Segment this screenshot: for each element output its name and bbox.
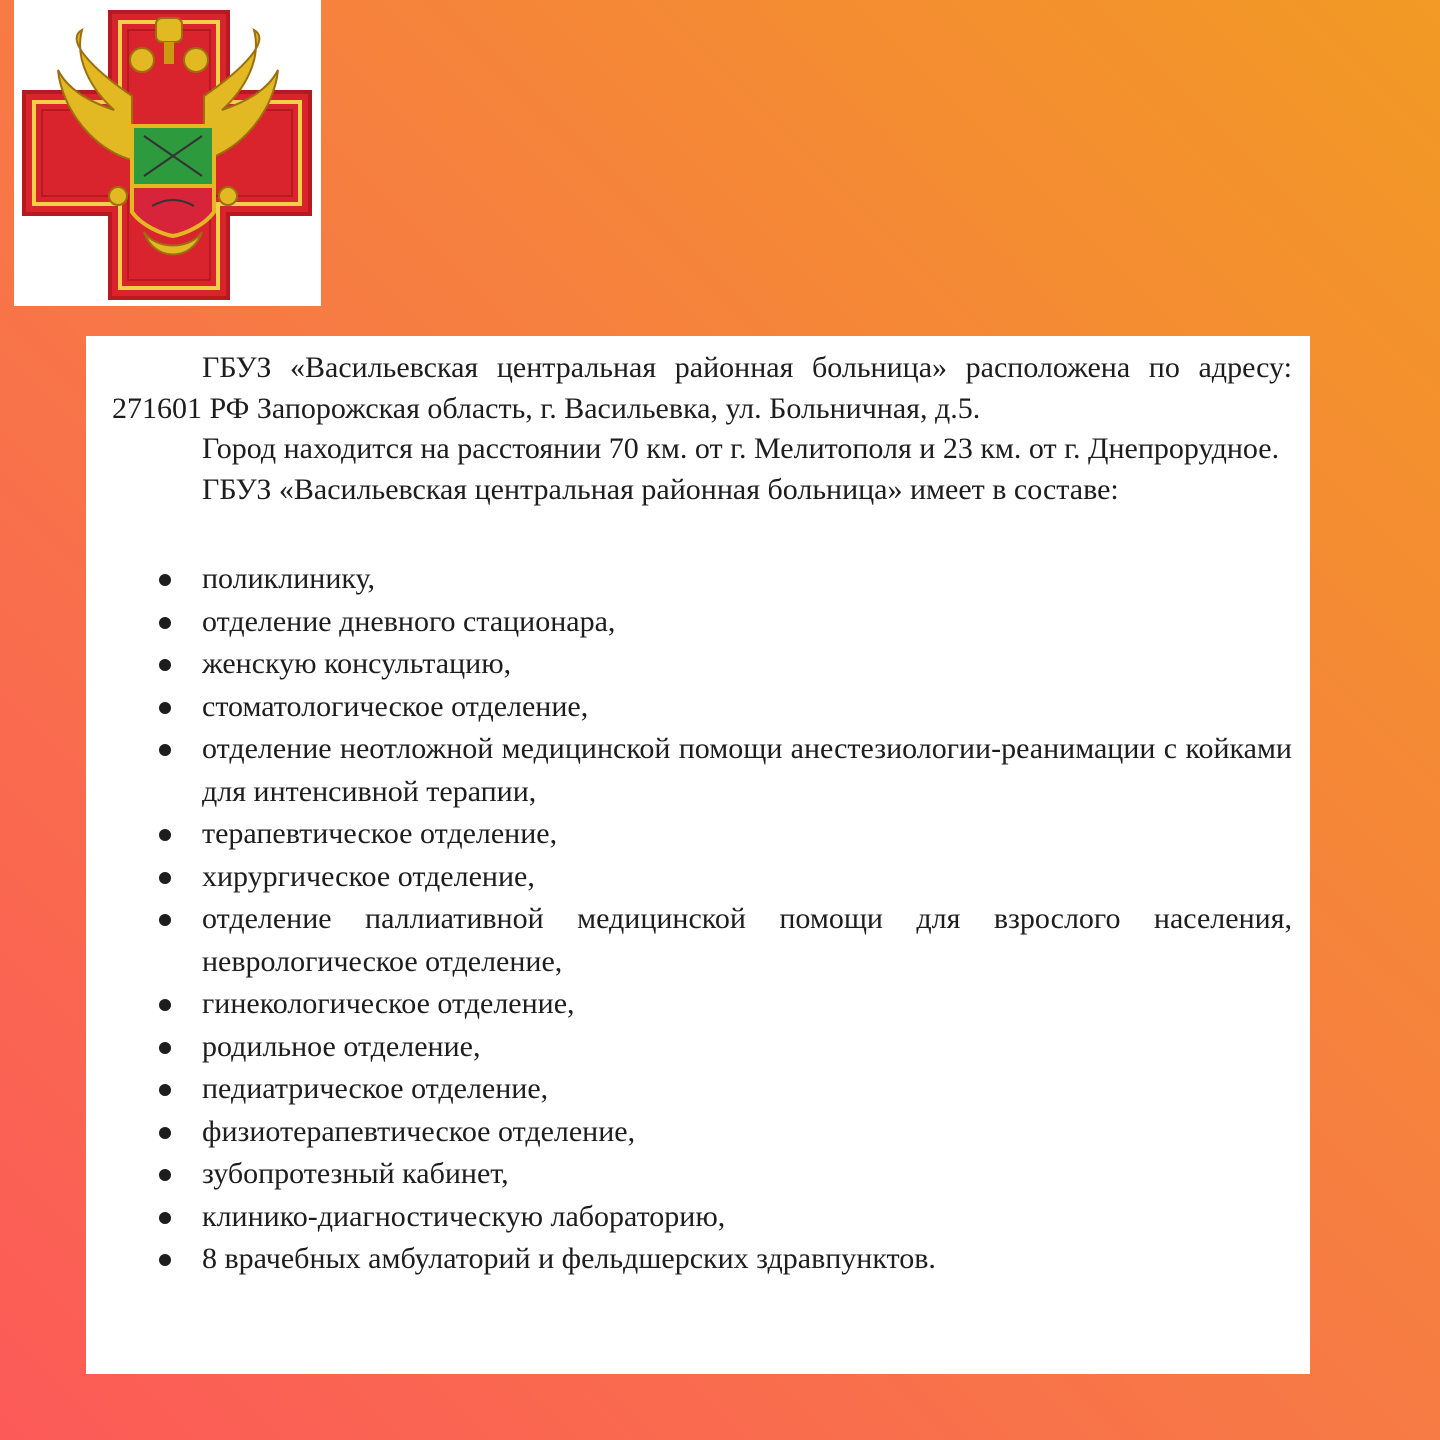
bullet-icon (159, 872, 171, 884)
list-item-text: отделение паллиативной медицинской помощи для взрослого населения, неврологическое отделение, (202, 902, 1292, 978)
bullet-icon (159, 999, 171, 1011)
address-paragraph: ГБУЗ «Васильевская центральная районная больница» расположена по адресу: 271601 РФ Запорожская область, г. Васильевка, ул. Больничная, д.5. (112, 351, 1292, 425)
composition-intro: ГБУЗ «Васильевская центральная районная больница» имеет в составе: (202, 472, 1119, 506)
spacer (112, 510, 1292, 558)
document-page (86, 336, 1310, 1374)
bullet-icon (159, 659, 171, 671)
list-item-text: зубопротезный кабинет, (202, 1157, 509, 1190)
bullet-icon (159, 1042, 171, 1054)
list-item (112, 643, 1292, 686)
list-item-text: хирургическое отделение, (202, 859, 535, 893)
list-item-text: 8 врачебных амбулаторий и фельдшерских здравпунктов. (202, 1242, 936, 1275)
bullet-icon (159, 574, 171, 586)
list-item (112, 898, 1292, 983)
bullet-icon (159, 1084, 171, 1096)
list-item-text: терапевтическое отделение, (202, 817, 558, 850)
list-item-text: поликлинику, (202, 562, 376, 595)
list-item (112, 1026, 1292, 1069)
list-item-text: клинико-диагностическую лабораторию, (202, 1199, 726, 1233)
list-item-text: отделение дневного стационара, (202, 604, 616, 638)
bullet-icon (159, 1212, 171, 1224)
list-item (112, 1111, 1292, 1154)
bullet-icon (159, 914, 171, 926)
list-item-text: гинекологическое отделение, (202, 987, 575, 1020)
list-item (112, 686, 1292, 729)
departments-list (112, 558, 1292, 1281)
list-item (112, 1238, 1292, 1281)
list-item-text: отделение неотложной медицинской помощи анестезиологии-реанимации с койками для интенсивной терапии, (202, 732, 1292, 808)
list-item (112, 1068, 1292, 1111)
list-item (112, 856, 1292, 899)
logo (14, 0, 321, 306)
coat-of-arms-icon (14, 0, 321, 306)
list-item (112, 813, 1292, 856)
list-item-text: стоматологическое отделение, (202, 689, 589, 723)
bullet-icon (159, 744, 171, 756)
bullet-icon (159, 1169, 171, 1181)
bullet-icon (159, 1127, 171, 1139)
list-item (112, 1153, 1292, 1196)
list-item-text: женскую консультацию, (202, 647, 512, 680)
bullet-icon (159, 617, 171, 629)
bullet-icon (159, 829, 171, 841)
bullet-icon (159, 1254, 171, 1266)
list-item-text: физиотерапевтическое отделение, (202, 1114, 636, 1148)
list-item (112, 983, 1292, 1026)
list-item (112, 728, 1292, 813)
list-item-text: родильное отделение, (202, 1029, 481, 1063)
list-item (112, 558, 1292, 601)
bullet-icon (159, 702, 171, 714)
list-item (112, 1196, 1292, 1239)
list-item (112, 601, 1292, 644)
list-item-text: педиатрическое отделение, (202, 1072, 549, 1105)
distance-paragraph: Город находится на расстоянии 70 км. от г. Мелитополя и 23 км. от г. Днепрорудное. (202, 432, 1280, 465)
